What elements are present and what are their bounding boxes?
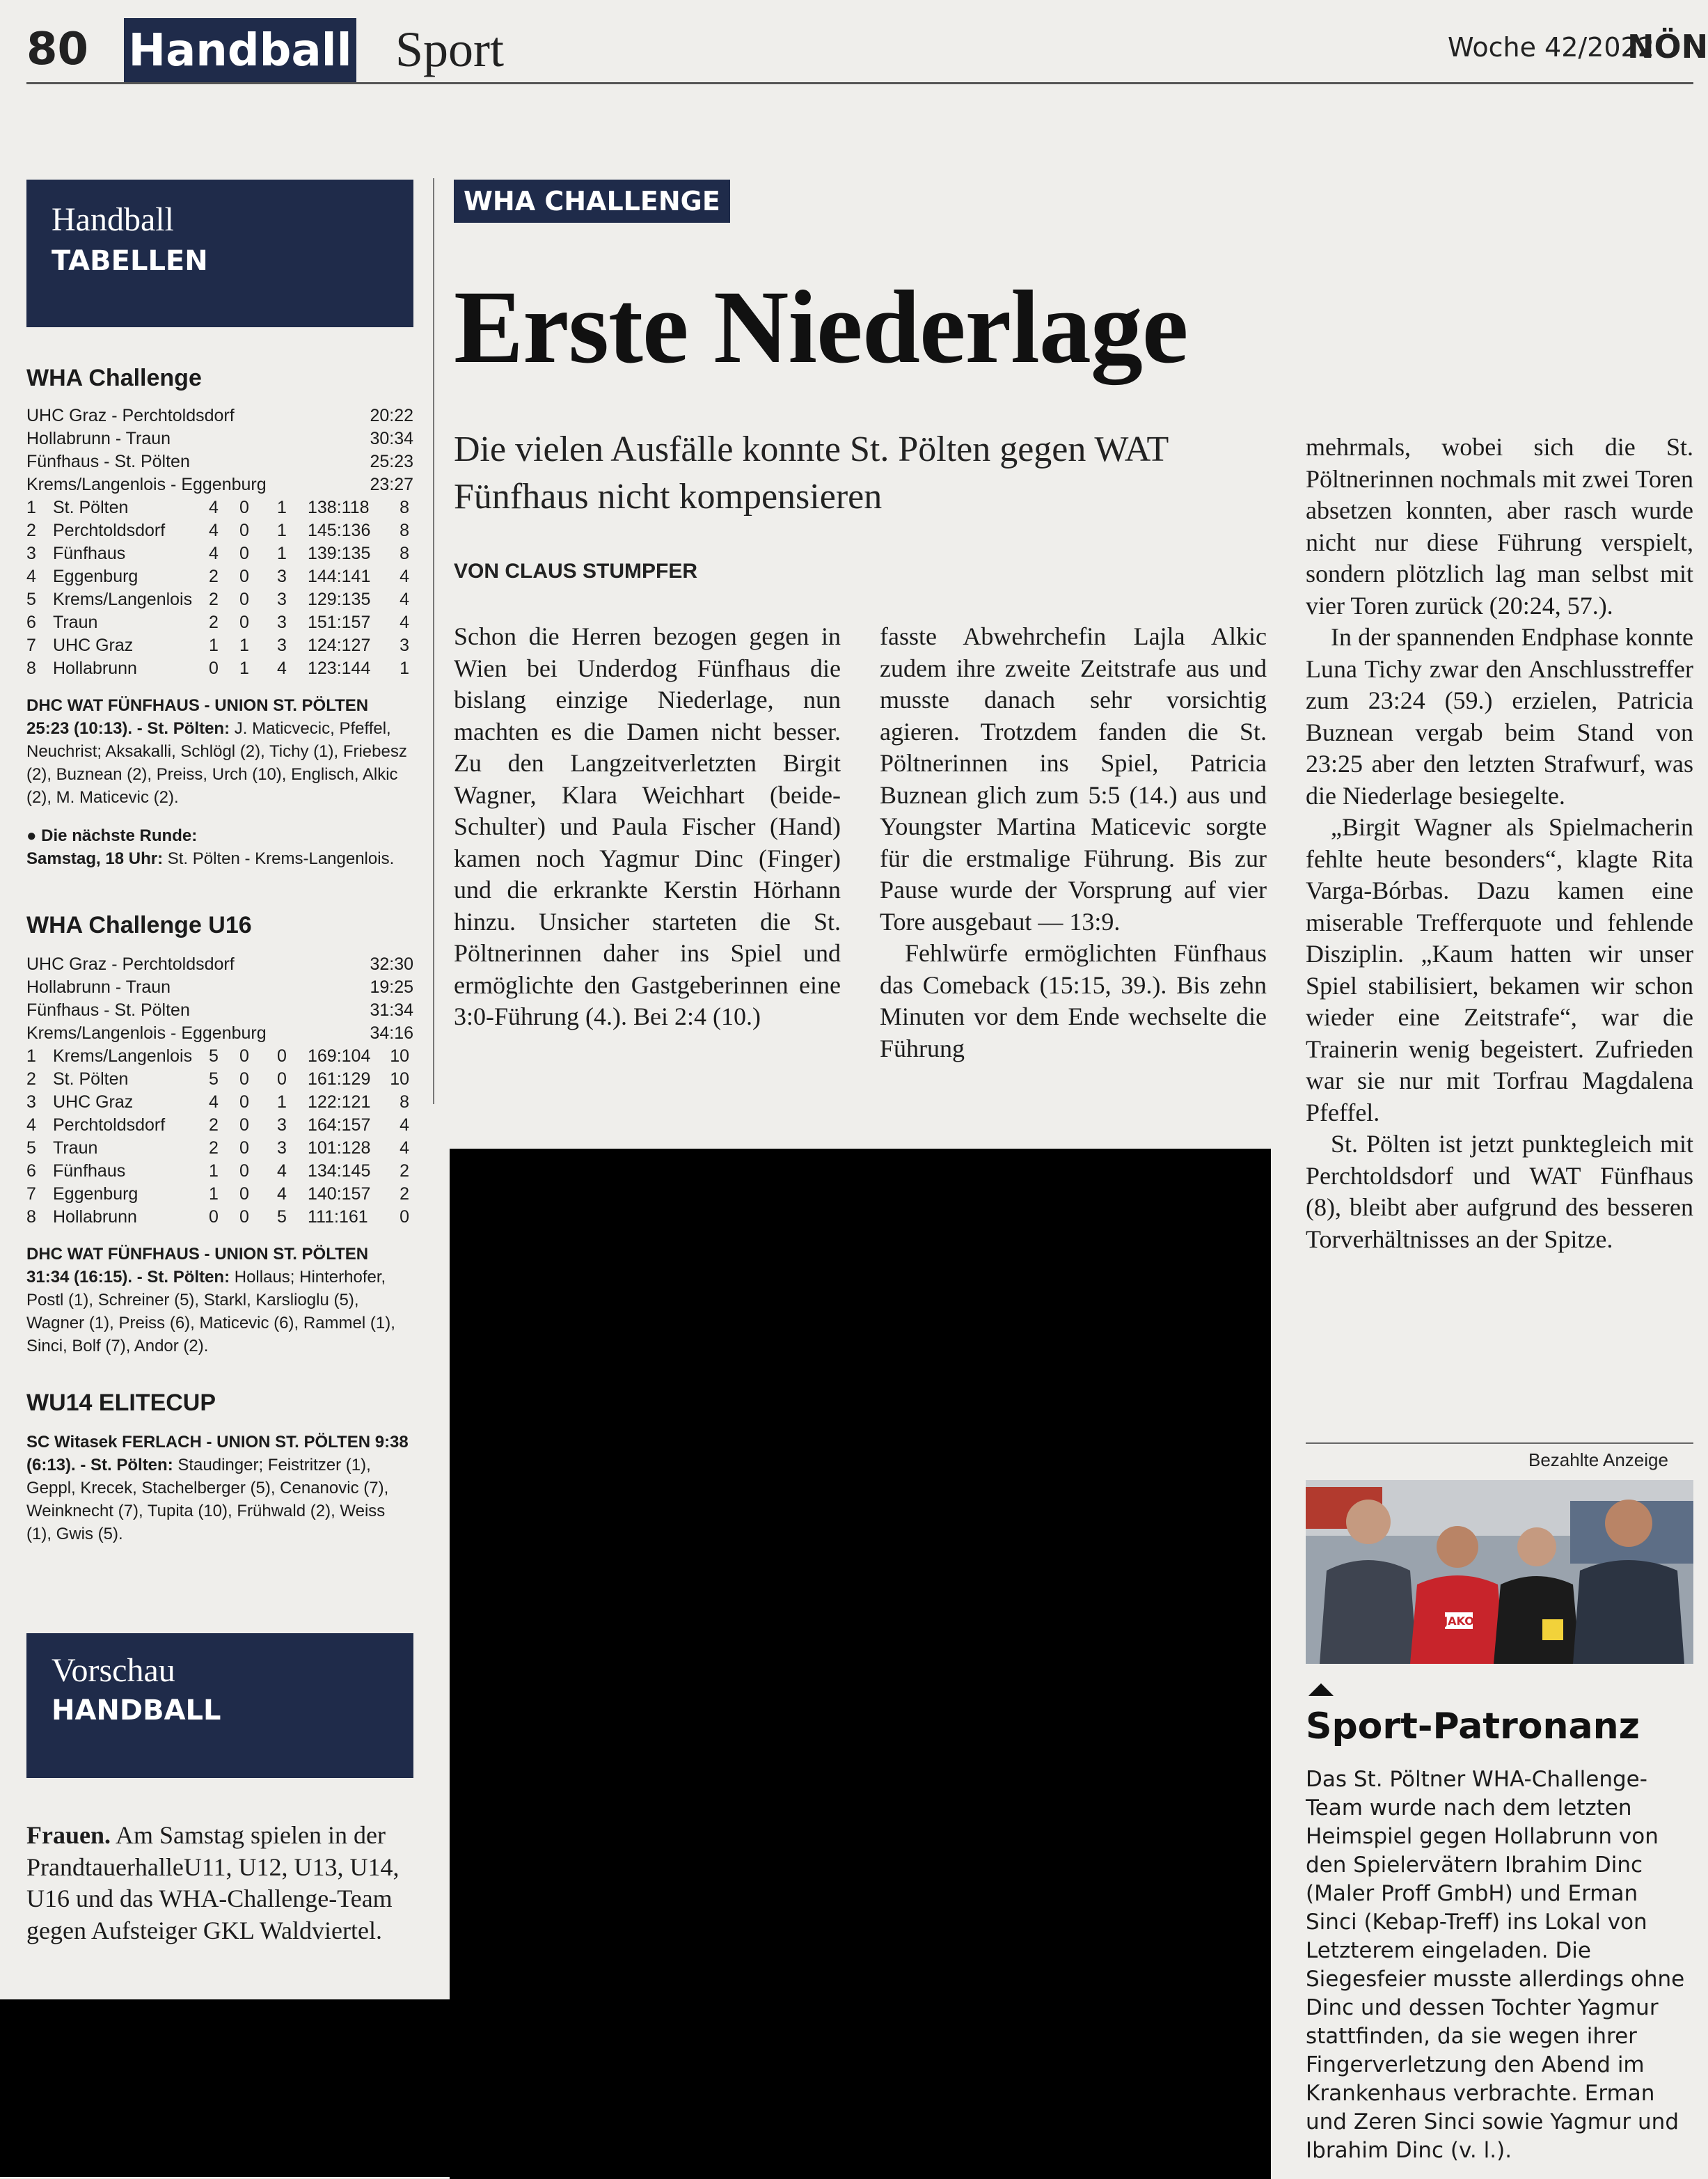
standings-rank: 2: [26, 1069, 36, 1089]
standings-w: 4: [209, 1092, 219, 1112]
u16-report: [26, 1243, 413, 1358]
standings-row: [26, 496, 413, 519]
preview-box-line1: Vorschau: [52, 1652, 175, 1689]
standings-pts: 2: [400, 1161, 409, 1181]
result-match: Fünfhaus - St. Pölten: [26, 452, 190, 471]
result-match: UHC Graz - Perchtoldsdorf: [26, 954, 235, 974]
standings-l: 5: [277, 1207, 287, 1227]
standings-pts: 4: [400, 1138, 409, 1158]
standings-goals: 124:127: [308, 636, 371, 655]
tables-box-line2: TABELLEN: [52, 245, 208, 277]
next-round-head: Samstag, 18 Uhr:: [26, 849, 164, 868]
standings-d: 0: [239, 1069, 249, 1089]
preview-box-line2: HANDBALL: [52, 1694, 221, 1726]
article-headline: Erste Niederlage: [454, 269, 1188, 385]
wha-report-body: J. Maticvecic, Pfeffel, Neuchrist; Aksakalli, Schlögl (2), Tichy (1), Friebesz (2), Buznean (2), Preiss, Urch (10), Englisch, Alkic (2), M. Maticevic (2).: [26, 719, 407, 807]
standings-team: Traun: [53, 1138, 98, 1158]
standings-rank: 4: [26, 567, 36, 586]
wha-title: WHA Challenge: [26, 365, 202, 391]
standings-pts: 1: [400, 659, 409, 678]
wha-results: [26, 404, 413, 496]
wu14-title: WU14 ELITECUP: [26, 1390, 216, 1416]
standings-row: [26, 542, 413, 565]
standings-goals: 140:157: [308, 1184, 371, 1204]
next-round-bullet-icon: ●: [26, 826, 37, 845]
ad-label: Bezahlte Anzeige: [1528, 1449, 1668, 1470]
standings-row: [26, 1068, 413, 1091]
standings-w: 4: [209, 544, 219, 563]
standings-l: 4: [277, 1184, 287, 1204]
standings-row: [26, 1045, 413, 1068]
standings-team: St. Pölten: [53, 498, 129, 517]
standings-goals: 151:157: [308, 613, 371, 632]
preview-lead: Frauen.: [26, 1821, 111, 1849]
standings-pts: 10: [390, 1046, 409, 1066]
standings-w: 4: [209, 521, 219, 540]
article-col3-p2: In der spannenden Endphase konnte Luna Tichy zwar den Anschlusstreffer zum 23:24 (59.) erzielen, Patricia Buznean vergab beim Stand von 23:25 aber den letzten Strafwurf, was die Niederlage besiegelte.: [1306, 623, 1693, 810]
standings-team: Eggenburg: [53, 567, 139, 586]
brand-logo: NÖN: [1627, 28, 1708, 65]
standings-rank: 3: [26, 1092, 36, 1112]
u16-report-body: Hollaus; Hinterhofer, Postl (1), Schreiner (5), Starkl, Karslioglu (5), Wagner (1), Preiss (6), Maticevic (6), Rammel (1), Sinci, Bolf (7), Andor (2).: [26, 1268, 395, 1355]
section-label: Handball: [124, 18, 356, 84]
standings-team: Hollabrunn: [53, 659, 137, 678]
result-score: 34:16: [370, 1023, 413, 1043]
result-score: 32:30: [370, 954, 413, 974]
standings-rank: 2: [26, 521, 36, 540]
u16-standings: [26, 1045, 413, 1229]
standings-goals: 111:161: [308, 1207, 368, 1227]
wu14-report-body: Staudinger; Feistritzer (1), Geppl, Krecek, Stachelberger (5), Cenanovic (7), Weinknecht (7), Tupita (10), Frühwald (2), Weiss (1), Gwis (5).: [26, 1456, 389, 1543]
result-row: [26, 473, 413, 496]
wha-section: [26, 365, 413, 870]
standings-pts: 4: [400, 567, 409, 586]
article-kicker: WHA CHALLENGE: [454, 180, 730, 223]
standings-l: 3: [277, 636, 287, 655]
standings-l: 4: [277, 659, 287, 678]
standings-row: [26, 1114, 413, 1137]
standings-row: [26, 1183, 413, 1206]
standings-d: 0: [239, 1092, 249, 1112]
next-round-label: Die nächste Runde:: [41, 826, 198, 845]
ad-photo: [1306, 1480, 1693, 1664]
standings-pts: 4: [400, 590, 409, 609]
result-score: 30:34: [370, 429, 413, 448]
standings-d: 0: [239, 1184, 249, 1204]
standings-team: Perchtoldsdorf: [53, 521, 166, 540]
result-row: [26, 404, 413, 427]
standings-row: [26, 1137, 413, 1160]
ad-divider: [1306, 1442, 1693, 1444]
standings-row: [26, 657, 413, 680]
standings-l: 1: [277, 1092, 287, 1112]
standings-row: [26, 634, 413, 657]
standings-row: [26, 565, 413, 588]
preview-text: [26, 1820, 413, 1946]
result-score: 19:25: [370, 977, 413, 997]
standings-pts: 10: [390, 1069, 409, 1089]
standings-w: 1: [209, 1184, 219, 1204]
standings-d: 1: [239, 659, 249, 678]
standings-w: 0: [209, 659, 219, 678]
standings-rank: 6: [26, 613, 36, 632]
standings-team: Hollabrunn: [53, 1207, 137, 1227]
standings-goals: 145:136: [308, 521, 371, 540]
standings-rank: 8: [26, 1207, 36, 1227]
standings-rank: 5: [26, 590, 36, 609]
standings-goals: 123:144: [308, 659, 371, 678]
standings-l: 1: [277, 498, 287, 517]
preview-body: Am Samstag spielen in der PrandtauerhalleU11, U12, U13, U14, U16 und das WHA-Challenge-Team gegen Aufsteiger GKL Waldviertel.: [26, 1821, 400, 1944]
u16-section: [26, 912, 413, 1358]
standings-d: 0: [239, 544, 249, 563]
standings-row: [26, 611, 413, 634]
standings-d: 1: [239, 636, 249, 655]
standings-goals: 129:135: [308, 590, 371, 609]
standings-rank: 4: [26, 1115, 36, 1135]
category-label: Sport: [395, 22, 505, 77]
standings-l: 3: [277, 567, 287, 586]
standings-goals: 144:141: [308, 567, 371, 586]
standings-w: 4: [209, 498, 219, 517]
standings-d: 0: [239, 567, 249, 586]
wha-report: [26, 694, 413, 809]
standings-w: 5: [209, 1069, 219, 1089]
standings-l: 3: [277, 1138, 287, 1158]
standings-pts: 0: [400, 1207, 409, 1227]
standings-team: Fünfhaus: [53, 1161, 126, 1181]
result-row: [26, 427, 413, 450]
standings-pts: 4: [400, 613, 409, 632]
column-divider: [433, 178, 434, 1104]
standings-rank: 1: [26, 1046, 36, 1066]
standings-d: 0: [239, 1207, 249, 1227]
standings-w: 5: [209, 1046, 219, 1066]
standings-goals: 138:118: [308, 498, 370, 517]
tables-box: [26, 180, 413, 327]
standings-row: [26, 1160, 413, 1183]
caption-arrow-icon: [1308, 1683, 1334, 1696]
preview-box: [26, 1633, 413, 1778]
standings-w: 2: [209, 613, 219, 632]
result-score: 25:23: [370, 452, 413, 471]
standings-pts: 8: [400, 1092, 409, 1112]
standings-team: Perchtoldsdorf: [53, 1115, 166, 1135]
standings-goals: 122:121: [308, 1092, 371, 1112]
standings-row: [26, 588, 413, 611]
standings-rank: 7: [26, 636, 36, 655]
standings-w: 2: [209, 1115, 219, 1135]
standings-rank: 3: [26, 544, 36, 563]
standings-pts: 2: [400, 1184, 409, 1204]
page-number: 80: [26, 24, 89, 75]
standings-d: 0: [239, 521, 249, 540]
article-col-3: [1306, 432, 1693, 1255]
standings-rank: 7: [26, 1184, 36, 1204]
u16-report-head: DHC WAT FÜNFHAUS - UNION ST. PÖLTEN 31:34 (16:15). - St. Pölten:: [26, 1245, 369, 1287]
result-match: Krems/Langenlois - Eggenburg: [26, 475, 267, 494]
result-row: [26, 450, 413, 473]
result-match: Fünfhaus - St. Pölten: [26, 1000, 190, 1020]
standings-rank: 8: [26, 659, 36, 678]
standings-team: St. Pölten: [53, 1069, 129, 1089]
standings-rank: 1: [26, 498, 36, 517]
standings-w: 1: [209, 636, 219, 655]
standings-goals: 101:128: [308, 1138, 371, 1158]
wu14-report-head: SC Witasek FERLACH - UNION ST. PÖLTEN 9:38 (6:13). - St. Pölten:: [26, 1433, 409, 1474]
result-score: 31:34: [370, 1000, 413, 1020]
standings-w: 0: [209, 1207, 219, 1227]
result-score: 23:27: [370, 475, 413, 494]
article-byline: VON CLAUS STUMPFER: [454, 560, 698, 583]
standings-w: 2: [209, 590, 219, 609]
standings-d: 0: [239, 613, 249, 632]
result-row: [26, 976, 413, 999]
result-match: Hollabrunn - Traun: [26, 429, 171, 448]
redacted-area: [0, 1999, 1271, 2177]
standings-pts: 3: [400, 636, 409, 655]
result-score: 20:22: [370, 406, 413, 425]
standings-d: 0: [239, 590, 249, 609]
standings-rank: 6: [26, 1161, 36, 1181]
article-col2-p1: fasste Abwehrchefin Lajla Alkic zudem ihre zweite Zeitstrafe aus und musste danach sehr vorsichtig agieren. Trotzdem fanden die St. Pöltnerinnen ins Spiel, Patricia Buznean glich zum 5:5 (14.) aus und Youngster Martina Maticevic sorgte für die erstmalige Führung. Bis zur Pause wurde der Vorsprung auf vier Tore ausgebaut — 13:9.: [880, 622, 1267, 936]
article-col3-p1: mehrmals, wobei sich die St. Pöltnerinnen nochmals mit zwei Toren absetzen konnten, aber rasch wurde nicht nur diese Führung verspielt, sondern plötzlich lag man selbst mit vier Toren zurück (20:24, 57.).: [1306, 433, 1693, 620]
wha-report-head: DHC WAT FÜNFHAUS - UNION ST. PÖLTEN 25:23 (10:13). - St. Pölten:: [26, 696, 369, 738]
u16-results: [26, 953, 413, 1045]
standings-team: Krems/Langenlois: [53, 1046, 193, 1066]
standings-team: Krems/Langenlois: [53, 590, 193, 609]
standings-row: [26, 1091, 413, 1114]
standings-d: 0: [239, 1138, 249, 1158]
standings-d: 0: [239, 498, 249, 517]
standings-l: 1: [277, 544, 287, 563]
group-photo-image: [1306, 1480, 1693, 1664]
standings-l: 3: [277, 613, 287, 632]
standings-team: Traun: [53, 613, 98, 632]
tables-box-line1: Handball: [52, 201, 174, 238]
standings-l: 3: [277, 590, 287, 609]
result-row: [26, 999, 413, 1022]
standings-row: [26, 1206, 413, 1229]
standings-d: 0: [239, 1161, 249, 1181]
standings-d: 0: [239, 1115, 249, 1135]
standings-team: Fünfhaus: [53, 544, 126, 563]
issue-label: Woche 42/2022: [1448, 32, 1654, 63]
standings-team: Eggenburg: [53, 1184, 139, 1204]
article-subhead: Die vielen Ausfälle konnte St. Pölten gegen WAT Fünfhaus nicht kompensieren: [454, 430, 1169, 517]
u16-title: WHA Challenge U16: [26, 912, 252, 938]
standings-goals: 161:129: [308, 1069, 371, 1089]
article-col3-p4: St. Pölten ist jetzt punktegleich mit Perchtoldsdorf und WAT Fünfhaus (8), bleibt aber aufgrund des besseren Torverhältnisses an der Spitze.: [1306, 1130, 1693, 1253]
standings-l: 0: [277, 1069, 287, 1089]
standings-goals: 139:135: [308, 544, 371, 563]
article-col3-p3: „Birgit Wagner als Spielmacherin fehlte heute besonders“, klagte Rita Varga-Bórbas. Dazu kamen eine miserable Trefferquote und fehlende Disziplin. „Kaum hatten wir unser Spiel stabilisiert, bekamen wir schon wieder eine Zeitstrafe“, war die Trainerin wenig begeistert. Zufrieden war sie nur mit Torfrau Magdalena Pfeffel.: [1306, 813, 1693, 1126]
standings-w: 2: [209, 567, 219, 586]
wha-standings: [26, 496, 413, 680]
result-row: [26, 1022, 413, 1045]
wha-next-round: [26, 824, 413, 870]
svg-text:JAKO: JAKO: [1444, 1614, 1474, 1628]
standings-l: 3: [277, 1115, 287, 1135]
standings-rank: 5: [26, 1138, 36, 1158]
standings-goals: 134:145: [308, 1161, 371, 1181]
result-match: Hollabrunn - Traun: [26, 977, 171, 997]
standings-goals: 164:157: [308, 1115, 371, 1135]
wu14-section: [26, 1390, 413, 1545]
wu14-report: [26, 1431, 413, 1545]
standings-l: 1: [277, 521, 287, 540]
next-round-body: St. Pölten - Krems-Langenlois.: [163, 849, 395, 868]
standings-pts: 8: [400, 521, 409, 540]
header-divider: [26, 82, 1693, 84]
standings-l: 0: [277, 1046, 287, 1066]
standings-pts: 4: [400, 1115, 409, 1135]
standings-w: 2: [209, 1138, 219, 1158]
article-col-2: [880, 621, 1267, 1064]
result-match: UHC Graz - Perchtoldsdorf: [26, 406, 235, 425]
standings-team: UHC Graz: [53, 636, 134, 655]
standings-pts: 8: [400, 498, 409, 517]
result-row: [26, 953, 413, 976]
ad-text: Das St. Pöltner WHA-Challenge-Team wurde nach dem letzten Heimspiel gegen Hollabrunn von den Spielervätern Ibrahim Dinc (Maler Proff GmbH) und Erman Sinci (Kebap-Treff) ins Lokal von Letzterem eingeladen. Die Siegesfeier musste allerdings ohne Dinc und dessen Tochter Yagmur stattfinden, da sie wegen ihrer Fingerverletzung den Abend im Krankenhaus verbrachte. Erman und Zeren Sinci sowie Yagmur und Ibrahim Dinc (v. l.).: [1306, 1767, 1685, 2163]
article-col1-p1: Schon die Herren bezogen gegen in Wien bei Underdog Fünfhaus die bislang einzige Niederlage, nun machten es die Damen nicht besser. Zu den Langzeitverletzten Birgit Wagner, Klara Weichhart (beide-Schulter) und Paula Fischer (Hand) kamen noch Yagmur Dinc (Finger) und die erkrankte Kerstin Hörhann hinzu. Unsicher starteten die St. Pöltnerinnen daher ins Spiel und ermöglichte den Gastgeberinnen eine 3:0-Führung (4.). Bei 2:4 (10.): [454, 622, 841, 1030]
standings-d: 0: [239, 1046, 249, 1066]
article-col-1: [454, 621, 841, 1033]
standings-team: UHC Graz: [53, 1092, 134, 1112]
standings-w: 1: [209, 1161, 219, 1181]
standings-goals: 169:104: [308, 1046, 371, 1066]
ad-title: Sport-Patronanz: [1306, 1706, 1640, 1747]
standings-row: [26, 519, 413, 542]
article-col2-p2: Fehlwürfe ermöglichten Fünfhaus das Comeback (15:15, 39.). Bis zehn Minuten vor dem Ende wechselte die Führung: [880, 939, 1267, 1062]
standings-l: 4: [277, 1161, 287, 1181]
standings-pts: 8: [400, 544, 409, 563]
result-match: Krems/Langenlois - Eggenburg: [26, 1023, 267, 1043]
